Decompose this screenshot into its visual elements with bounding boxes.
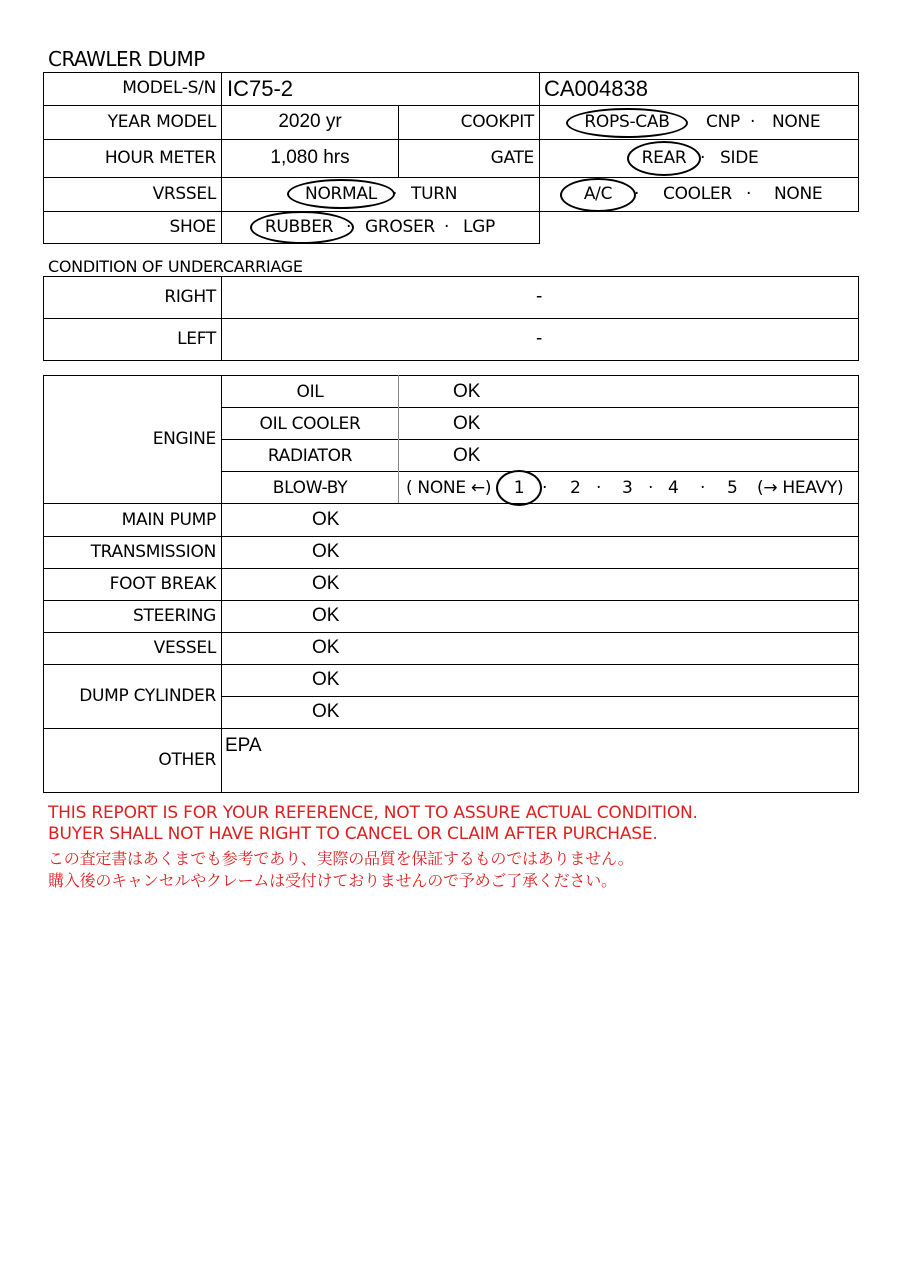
- model-value: IC75-2: [227, 76, 294, 101]
- steering-value: OK: [312, 605, 340, 626]
- vessel-type-label: VRSSEL: [152, 184, 216, 204]
- disclaimer-line-2: BUYER SHALL NOT HAVE RIGHT TO CANCEL OR CLAIM AFTER PURCHASE.: [48, 824, 658, 844]
- separator-dot: ·: [444, 217, 450, 237]
- serial-value: CA004838: [544, 76, 648, 101]
- vessel-option-turn: TURN: [411, 184, 458, 204]
- other-value: EPA: [225, 735, 262, 756]
- oil-cooler-value: OK: [453, 413, 481, 434]
- separator-dot: ·: [700, 478, 706, 498]
- separator-dot: ·: [392, 184, 398, 204]
- model-sn-label: MODEL-S/N: [122, 78, 216, 98]
- separator-dot: ·: [746, 184, 752, 204]
- cockpit-option-cnp: CNP: [706, 112, 740, 132]
- shoe-option-rubber: RUBBER: [264, 217, 334, 237]
- separator-dot: ·: [596, 478, 602, 498]
- disclaimer-line-4: 購入後のキャンセルやクレームは受付けておりませんので予めご了承ください。: [48, 871, 617, 890]
- oil-cooler-label: OIL COOLER: [259, 414, 361, 434]
- ac-option-none: NONE: [774, 184, 823, 204]
- dump-cylinder-value-1: OK: [312, 669, 340, 690]
- transmission-value: OK: [312, 541, 340, 562]
- undercarriage-right-label: RIGHT: [164, 287, 216, 307]
- blow-by-scale-1: 1: [513, 478, 525, 498]
- oil-value: OK: [453, 381, 481, 402]
- year-model-value: 2020 yr: [278, 111, 342, 132]
- transmission-label: TRANSMISSION: [90, 542, 216, 562]
- gate-label: GATE: [490, 148, 534, 168]
- hour-meter-label: HOUR METER: [104, 148, 216, 168]
- radiator-value: OK: [453, 445, 481, 466]
- radiator-label: RADIATOR: [267, 446, 353, 466]
- other-label: OTHER: [158, 750, 216, 770]
- dump-cylinder-label: DUMP CYLINDER: [79, 686, 216, 706]
- separator-dot: ·: [648, 478, 654, 498]
- separator-dot: ·: [750, 112, 756, 132]
- foot-break-label: FOOT BREAK: [109, 574, 216, 594]
- main-pump-value: OK: [312, 509, 340, 530]
- cockpit-option-rops-cab: ROPS-CAB: [584, 112, 670, 132]
- disclaimer-line-1: THIS REPORT IS FOR YOUR REFERENCE, NOT TO ASSURE ACTUAL CONDITION.: [48, 803, 698, 823]
- undercarriage-left-value: -: [536, 328, 543, 349]
- blow-by-label: BLOW-BY: [272, 478, 348, 498]
- cockpit-label: COOKPIT: [460, 112, 534, 132]
- vessel-option-normal: NORMAL: [305, 184, 377, 204]
- foot-break-value: OK: [312, 573, 340, 594]
- blow-by-scale-4: 4: [668, 478, 679, 498]
- main-pump-label: MAIN PUMP: [121, 510, 216, 530]
- separator-dot: ·: [700, 148, 706, 168]
- blow-by-scale-2: 2: [570, 478, 581, 498]
- vessel-label: VESSEL: [153, 638, 216, 658]
- separator-dot: ·: [542, 478, 548, 498]
- vessel-value: OK: [312, 637, 340, 658]
- blow-by-none: ( NONE ←): [406, 478, 492, 498]
- shoe-option-lgp: LGP: [463, 217, 495, 237]
- steering-label: STEERING: [133, 606, 216, 626]
- blow-by-scale-5: 5: [727, 478, 738, 498]
- separator-dot: ·: [634, 184, 640, 204]
- gate-option-side: SIDE: [720, 148, 759, 168]
- gate-option-rear: REAR: [641, 148, 687, 168]
- shoe-label: SHOE: [169, 217, 216, 237]
- shoe-option-groser: GROSER: [365, 217, 435, 237]
- undercarriage-right-value: -: [536, 286, 543, 307]
- blow-by-scale-3: 3: [622, 478, 633, 498]
- separator-dot: ·: [346, 217, 352, 237]
- ac-option-ac: A/C: [583, 184, 613, 204]
- year-model-label: YEAR MODEL: [107, 112, 216, 132]
- oil-label: OIL: [296, 382, 324, 402]
- hour-meter-value: 1,080 hrs: [270, 147, 350, 168]
- ac-option-cooler: COOLER: [663, 184, 732, 204]
- dump-cylinder-value-2: OK: [312, 701, 340, 722]
- cockpit-option-none: NONE: [772, 112, 821, 132]
- disclaimer-line-3: この査定書はあくまでも参考であり、実際の品質を保証するものではありません。: [48, 849, 634, 868]
- blow-by-heavy: (→ HEAVY): [757, 478, 844, 498]
- undercarriage-left-label: LEFT: [177, 329, 216, 349]
- undercarriage-title: CONDITION OF UNDERCARRIAGE: [48, 257, 303, 276]
- page-title: CRAWLER DUMP: [48, 47, 205, 71]
- engine-label: ENGINE: [152, 429, 216, 449]
